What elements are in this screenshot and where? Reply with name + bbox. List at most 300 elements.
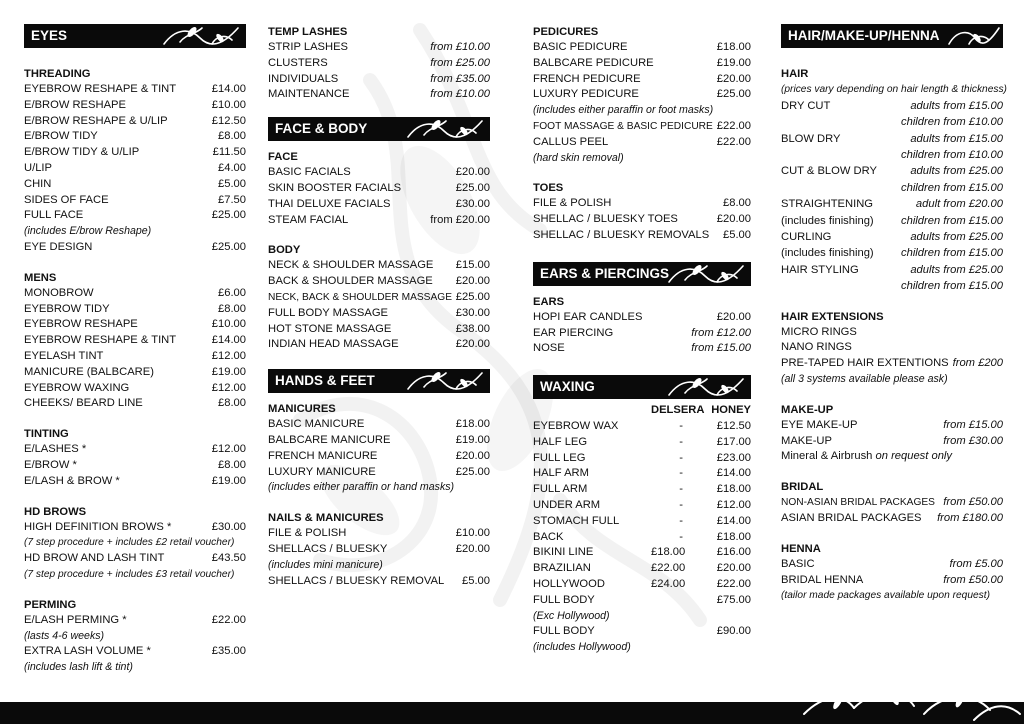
price-row [24,286,246,302]
item-name: Mineral & Airbrush [781,450,873,463]
item-name: BASIC FACIALS [268,166,351,179]
item-name: LUXURY MANICURE [268,465,376,478]
item-name: EYEBROW RESHAPE [24,318,138,331]
item-price: £25.00 [716,88,751,101]
price-row [781,229,1003,245]
item-price: £8.00 [218,458,246,471]
item-price: £5.00 [218,177,246,190]
price-row [24,381,246,397]
item-note: on request only [875,450,953,463]
price-row [268,449,490,465]
item-price: £35.00 [211,645,246,658]
item-note: (includes Hollywood) [533,641,631,654]
price-row [781,147,1003,163]
price-row [781,114,1003,130]
item-name: FILE & POLISH [268,527,347,540]
price-row [781,557,1003,573]
item-price: £8.00 [218,302,246,315]
swirl-ornament-icon [400,117,490,141]
price-row [781,511,1003,527]
price-row [24,302,246,318]
face-body-header-label: FACE & BODY [275,121,368,137]
price-row [24,82,246,98]
wax-delsera: - [679,514,683,527]
item-name: CHIN [24,177,52,190]
item-price: from £10.00 [430,88,490,101]
item-price: from £20.00 [430,213,490,226]
column-feet-ears-waxing [533,24,751,656]
item-price: adults from £25.00 [910,231,1003,244]
item-name: HAIR STYLING [781,263,859,276]
item-price: £5.00 [723,228,751,241]
item-name: EYEBROW RESHAPE & TINT [24,334,177,347]
wax-delsera: - [679,435,683,448]
item-name: FOOT MASSAGE & BASIC PEDICURE [533,120,713,132]
item-price: £22.00 [716,119,751,132]
item-name: BASIC PEDICURE [533,41,628,53]
item-price: £14.00 [211,334,246,347]
price-row [268,165,490,181]
item-name: BALBCARE MANICURE [268,433,391,446]
item-price: £10.00 [211,98,246,111]
item-name: HIGH DEFINITION BROWS * [24,520,172,533]
item-name: E/LASH PERMING * [24,613,127,626]
item-price: £12.00 [211,443,246,456]
price-row [781,356,1003,372]
price-row [24,520,246,536]
price-row [268,337,490,353]
item-name: NON-ASIAN BRIDAL PACKAGES [781,497,935,509]
item-price: children from £15.00 [901,280,1003,293]
hair-extensions-title: HAIR EXTENSIONS [781,310,884,323]
item-name: STEAM FACIAL [268,213,349,226]
item-price: £20.00 [716,72,751,85]
item-price: £25.00 [455,290,490,303]
wax-honey: £16.00 [716,546,751,559]
item-price: £15.00 [455,259,490,272]
item-name: BRIDAL HENNA [781,573,864,586]
bridal-title: BRIDAL [781,481,824,494]
item-name: INDIVIDUALS [268,72,339,85]
item-name: FRENCH MANICURE [268,449,378,462]
price-row [781,245,1003,261]
wax-honey: £90.00 [716,625,751,638]
price-row [268,465,490,481]
swirl-ornament-icon [661,262,751,286]
column-eyes [24,24,246,676]
item-price: adults from £25.00 [910,263,1003,276]
body-title: BODY [268,244,301,257]
price-row [781,418,1003,434]
wax-delsera: £18.00 [651,546,686,559]
price-row [24,396,246,412]
price-row [533,196,751,212]
wax-delsera: - [679,419,683,432]
price-row [268,574,490,590]
item-name: MICRO RINGS [781,325,857,338]
price-row [268,181,490,197]
item-name: EYELASH TINT [24,349,104,362]
item-name: (includes finishing) [781,247,874,260]
item-price: £7.50 [218,193,246,206]
item-name: E/BROW TIDY [24,130,98,143]
item-name: CURLING [781,231,832,244]
price-row [268,306,490,322]
wax-honey: £18.00 [716,483,751,496]
price-row [533,119,751,135]
wax-honey: £14.00 [716,514,751,527]
price-row [24,208,246,224]
wax-delsera: £24.00 [651,577,686,590]
item-note: (hard skin removal) [533,151,624,164]
wax-honey: £14.00 [716,467,751,480]
price-row [24,240,246,256]
price-row [533,212,751,228]
price-row [268,213,490,229]
item-note: (includes E/brow Reshape) [24,225,152,238]
wax-honey: £75.00 [716,593,751,606]
wax-honey: £18.00 [716,530,751,543]
swirl-ornament-icon [661,375,751,399]
item-name: MANICURE (BALBCARE) [24,365,154,378]
hair-title: HAIR [781,68,809,80]
item-name: NOSE [533,342,565,355]
manicures-title: MANICURES [268,403,336,416]
item-price: from £35.00 [430,72,490,85]
item-name: SIDES OF FACE [24,193,109,206]
item-price: £8.00 [723,197,751,210]
face-body-header [268,117,490,141]
item-price: children from £15.00 [901,247,1003,260]
item-price: £25.00 [211,240,246,253]
item-name: CALLUS PEEL [533,135,609,148]
item-name: DRY CUT [781,99,831,112]
item-price: £20.00 [716,310,751,323]
item-note: (includes either paraffin or foot masks) [533,104,714,117]
item-name: SHELLAC / BLUESKY TOES [533,213,678,226]
item-note: (7 step procedure + includes £2 retail voucher) [24,537,235,549]
makeup-title: MAKE-UP [781,403,834,416]
item-note: (lasts 4-6 weeks) [24,629,105,642]
price-row [268,274,490,290]
waxing-header-label: WAXING [540,379,595,395]
pedicures-title: PEDICURES [533,26,599,38]
item-price: £10.00 [455,527,490,540]
item-name: STRAIGHTENING [781,198,873,211]
price-row [24,177,246,193]
wax-name: FULL LEG [533,451,586,464]
price-row [781,573,1003,589]
price-row [268,290,490,306]
item-price: from £180.00 [937,512,1003,525]
wax-honey: £22.00 [716,577,751,590]
item-price: £20.00 [455,338,490,351]
item-name: HD BROW AND LASH TINT [24,552,165,565]
item-price: £19.00 [211,365,246,378]
item-name: EYE MAKE-UP [781,418,858,431]
price-row [781,180,1003,196]
item-price: adults from £25.00 [910,165,1003,178]
item-name: EYEBROW TIDY [24,302,110,315]
item-name: MAKE-UP [781,434,832,447]
price-row [781,278,1003,294]
item-price: £20.00 [455,449,490,462]
price-row [24,349,246,365]
item-name: NECK & SHOULDER MASSAGE [268,259,434,272]
item-name: EYEBROW WAXING [24,381,130,394]
price-row [781,213,1003,229]
item-note: (prices vary depending on hair length & thickness) [781,84,1007,95]
item-name: SHELLAC / BLUESKY REMOVALS [533,228,710,241]
perming-title: PERMING [24,598,77,611]
price-row [24,161,246,177]
item-price: children from £15.00 [901,181,1003,194]
item-name: CLUSTERS [268,56,328,69]
ears-header-label: EARS & PIERCINGS [540,265,670,281]
item-price: £25.00 [455,465,490,478]
nails-manicures-title: NAILS & MANICURES [268,512,384,525]
item-name: CUT & BLOW DRY [781,165,877,178]
item-name: E/BROW * [24,458,77,471]
item-price: adults from £15.00 [910,99,1003,112]
item-name: EAR PIERCING [533,326,614,339]
col-honey: HONEY [711,404,751,417]
henna-title: HENNA [781,542,821,555]
item-note: (includes lash lift & tint) [24,661,133,674]
wax-honey: £23.00 [716,451,751,464]
item-price: children from £10.00 [901,149,1003,162]
price-row [781,196,1003,212]
waxing-header [533,375,751,399]
wax-name: UNDER ARM [533,498,601,511]
item-name: PRE-TAPED HAIR EXTENTIONS [781,357,949,370]
wax-delsera [651,624,695,640]
item-price: from £50.00 [943,573,1003,586]
price-row [533,135,751,151]
price-row [268,87,490,103]
item-price: £12.50 [211,114,246,127]
price-row [24,114,246,130]
price-row [781,434,1003,450]
item-price: from £50.00 [943,496,1003,509]
item-price: from £10.00 [430,41,490,53]
item-name: MONOBROW [24,286,94,299]
item-name: EYE DESIGN [24,240,93,253]
item-name: NANO RINGS [781,341,852,354]
price-row [268,40,490,56]
item-price: adult from £20.00 [915,198,1003,211]
price-row [533,40,751,56]
item-price: £10.00 [211,318,246,331]
item-price: £8.00 [218,397,246,410]
price-row [781,262,1003,278]
item-name: EYEBROW RESHAPE & TINT [24,83,177,95]
item-price: £20.00 [455,166,490,179]
ears-title: EARS [533,295,565,308]
item-name: SHELLACS / BLUESKY REMOVAL [268,574,445,587]
wax-name: HALF LEG [533,435,588,448]
item-name: SHELLACS / BLUESKY [268,542,388,555]
mens-title: MENS [24,271,57,284]
temp-lashes-title: TEMP LASHES [268,26,348,38]
tinting-title: TINTING [24,428,69,441]
wax-name: EYEBROW WAX [533,419,619,432]
item-note: (7 step procedure + includes £3 retail voucher) [24,568,235,580]
footer-band [0,702,1024,724]
price-row [533,87,751,103]
item-name: BASIC [781,557,815,570]
item-name: E/BROW RESHAPE & U/LIP [24,114,168,127]
item-price: from £12.00 [691,326,751,339]
price-row [24,644,246,660]
price-row [533,341,751,357]
price-row [24,365,246,381]
item-name: U/LIP [24,161,52,174]
item-name: ASIAN BRIDAL PACKAGES [781,512,922,525]
item-name: HOPI EAR CANDLES [533,310,643,323]
price-row [24,458,246,474]
price-row [24,333,246,349]
wax-name: HOLLYWOOD [533,577,605,590]
price-row [781,449,1003,465]
face-title: FACE [268,151,298,164]
item-price: £4.00 [218,161,246,174]
item-price: £14.00 [211,83,246,95]
item-name: E/LASHES * [24,443,87,456]
waxing-table [533,403,751,608]
price-row [24,145,246,161]
item-price: £12.00 [211,349,246,362]
price-row [268,433,490,449]
price-row [268,526,490,542]
price-row [781,131,1003,147]
threading-title: THREADING [24,68,91,80]
wax-delsera [651,593,695,609]
price-row [268,542,490,558]
item-name: EXTRA LASH VOLUME * [24,645,151,658]
swirl-ornament-icon [943,24,1003,48]
item-name: MAINTENANCE [268,88,350,101]
item-price: £30.00 [455,306,490,319]
price-row [781,495,1003,511]
wax-honey: £12.50 [716,419,751,432]
item-name: LUXURY PEDICURE [533,88,639,101]
item-name: BASIC MANICURE [268,418,365,431]
item-price: £19.00 [455,433,490,446]
item-price: adults from £15.00 [910,132,1003,145]
item-price: £18.00 [455,418,490,431]
price-row [24,98,246,114]
wax-honey: £12.00 [716,498,751,511]
wax-name: FULL BODY [533,625,595,638]
eyes-header [24,24,246,48]
item-price: £20.00 [455,275,490,288]
hair-header-label: HAIR/MAKE-UP/HENNA [788,28,940,43]
item-price: £8.00 [218,130,246,143]
item-price: children from £10.00 [901,116,1003,129]
price-row [24,193,246,209]
item-name: BLOW DRY [781,132,841,145]
eyes-header-label: EYES [31,28,68,43]
item-name: E/BROW RESHAPE [24,98,126,111]
item-note: (Exc Hollywood) [533,609,610,622]
price-row [268,72,490,88]
item-price: £30.00 [455,197,490,210]
item-price: £30.00 [211,520,246,533]
price-row [781,163,1003,179]
hands-feet-header-label: HANDS & FEET [275,373,375,389]
wax-honey: £17.00 [716,435,751,448]
hair-makeup-henna-header [781,24,1003,48]
item-name: E/BROW TIDY & U/LIP [24,146,140,159]
item-price: children from £15.00 [901,214,1003,227]
item-note: (includes mini manicure) [268,558,383,571]
item-name: FRENCH PEDICURE [533,72,641,85]
price-row [533,72,751,88]
waxing-header-spacer [533,403,651,419]
item-price: from £15.00 [943,418,1003,431]
price-row [24,474,246,490]
item-name: INDIAN HEAD MASSAGE [268,338,399,351]
item-name: E/LASH & BROW * [24,474,120,487]
item-name: FULL BODY MASSAGE [268,306,388,319]
wax-name: BACK [533,530,564,543]
price-row [533,228,751,244]
wax-name: HALF ARM [533,467,589,480]
item-price: £12.00 [211,381,246,394]
item-price: £22.00 [716,135,751,148]
item-name: CHEEKS/ BEARD LINE [24,397,143,410]
price-row [268,56,490,72]
item-price: from £5.00 [949,557,1003,570]
item-price: £11.50 [212,146,246,159]
item-name: THAI DELUXE FACIALS [268,197,391,210]
item-price: £6.00 [218,286,246,299]
wax-delsera: - [679,451,683,464]
item-price: £19.00 [716,56,751,69]
item-note: (includes either paraffin or hand masks) [268,481,455,494]
wax-honey: £20.00 [716,562,751,575]
item-price: from £15.00 [691,342,751,355]
item-price: £25.00 [455,181,490,194]
wax-name: BRAZILIAN [533,562,591,575]
item-name: FILE & POLISH [533,197,612,210]
ears-piercings-header [533,262,751,286]
item-name: BALBCARE PEDICURE [533,56,654,69]
item-price: from £25.00 [430,56,490,69]
item-price: £43.50 [211,552,246,565]
price-row [533,56,751,72]
wax-delsera: - [679,483,683,496]
price-row [268,197,490,213]
item-name: HOT STONE MASSAGE [268,322,392,335]
item-name: STRIP LASHES [268,41,349,53]
swirl-ornament-icon [156,24,246,48]
hd-brows-title: HD BROWS [24,505,87,518]
price-row [533,310,751,326]
price-row [24,551,246,567]
price-row [268,417,490,433]
price-row [781,98,1003,114]
wax-name: FULL ARM [533,483,588,496]
price-row [24,129,246,145]
item-price: £5.00 [462,574,490,587]
hands-feet-header [268,369,490,393]
item-name: FULL FACE [24,209,84,222]
price-row [268,258,490,274]
item-price: £19.00 [211,474,246,487]
price-row [268,322,490,338]
